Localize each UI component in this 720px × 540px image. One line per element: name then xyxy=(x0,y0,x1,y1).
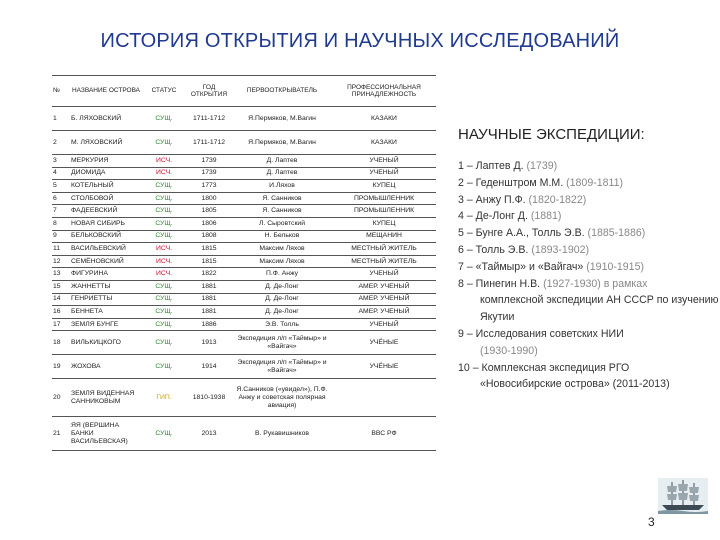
cell-profession: АМЕР. УЧЕНЫЙ xyxy=(332,293,436,306)
cell-status: ИСЧ. xyxy=(142,243,186,256)
expeditions-title: НАУЧНЫЕ ЭКСПЕДИЦИИ: xyxy=(458,126,645,143)
cell-island-name: БЕННЕТА xyxy=(70,306,142,319)
expedition-text: 4 – Де-Лонг Д. xyxy=(458,210,531,223)
cell-status: ИСЧ. xyxy=(142,268,186,281)
cell-profession: УЧЁНЫЕ xyxy=(332,331,436,355)
cell-profession: УЧЁНЫЕ xyxy=(332,355,436,379)
cell-status: СУЩ. xyxy=(142,230,186,243)
cell-status: ИСЧ. xyxy=(142,255,186,268)
cell-num: 15 xyxy=(52,280,70,293)
cell-num: 3 xyxy=(52,155,70,168)
cell-island-name: МЕРКУРИЯ xyxy=(70,155,142,168)
cell-status: СУЩ. xyxy=(142,180,186,193)
cell-profession: УЧЕНЫЙ xyxy=(332,268,436,281)
cell-island-name: БЕЛЬКОВСКИЙ xyxy=(70,230,142,243)
table-row xyxy=(52,318,436,331)
expedition-text: 3 – Анжу П.Ф. xyxy=(458,193,529,206)
table-row xyxy=(52,230,436,243)
expedition-years: (1910-1915) xyxy=(586,260,644,273)
cell-discoverer: Н. Бельков xyxy=(232,230,332,243)
cell-num: 21 xyxy=(52,417,70,451)
table-row xyxy=(52,167,436,180)
expedition-years: (1885-1886) xyxy=(587,227,646,240)
cell-discoverer: В. Рукавишников xyxy=(232,417,332,451)
cell-year: 1739 xyxy=(186,167,232,180)
cell-profession: КАЗАКИ xyxy=(332,107,436,131)
cell-island-name: ГЕНРИЕТТЫ xyxy=(70,293,142,306)
expedition-years: (1809-1811) xyxy=(566,176,624,189)
cell-year: 1881 xyxy=(186,293,232,306)
cell-status: СУЩ. xyxy=(142,205,186,218)
cell-profession: МЕСТНЫЙ ЖИТЕЛЬ xyxy=(332,243,436,256)
cell-status: СУЩ. xyxy=(142,131,186,155)
cell-year: 1739 xyxy=(186,155,232,168)
expedition-item xyxy=(458,158,720,175)
cell-discoverer: Д. Де-Лонг xyxy=(232,293,332,306)
islands-table-body xyxy=(52,107,436,451)
cell-island-name: ДИОМИДА xyxy=(70,167,142,180)
cell-island-name: ЗЕМЛЯ БУНГЕ xyxy=(70,318,142,331)
header-year: ГОД ОТКРЫТИЯ xyxy=(186,76,232,107)
expedition-text: 2 – Геденштром М.М. xyxy=(458,176,567,189)
expedition-item xyxy=(458,175,720,192)
cell-discoverer: Д. Лаптев xyxy=(232,167,332,180)
cell-discoverer: Я.Пермяков, М.Вагин xyxy=(232,131,332,155)
cell-discoverer: Экспедиция л/п «Таймыр» и «Вайгач» xyxy=(232,331,332,355)
expedition-text: 9 – Исследования советских НИИ xyxy=(458,327,624,340)
cell-island-name: ЗЕМЛЯ ВИДЕННАЯ САННИКОВЫМ xyxy=(70,379,142,417)
cell-num: 14 xyxy=(52,293,70,306)
cell-year: 1800 xyxy=(186,192,232,205)
cell-num: 1 xyxy=(52,107,70,131)
table-row xyxy=(52,255,436,268)
expedition-years: (1893-1902) xyxy=(531,243,590,256)
cell-status: СУЩ. xyxy=(142,417,186,451)
cell-status: СУЩ. xyxy=(142,192,186,205)
expedition-years: (1881) xyxy=(530,210,562,223)
cell-num: 13 xyxy=(52,268,70,281)
table-row xyxy=(52,180,436,193)
cell-status: ИСЧ. xyxy=(142,167,186,180)
table-row xyxy=(52,293,436,306)
expedition-text: 1 – Лаптев Д. xyxy=(458,160,527,172)
cell-year: 1711-1712 xyxy=(186,131,232,155)
cell-profession: УЧЕНЫЙ xyxy=(332,167,436,180)
expedition-years: (1927-1930) в рамках xyxy=(543,277,648,290)
cell-island-name: ЖОХОВА xyxy=(70,355,142,379)
cell-year: 1886 xyxy=(186,318,232,331)
expedition-item xyxy=(458,192,720,209)
table-row xyxy=(52,355,436,379)
table-row xyxy=(52,243,436,256)
cell-status: ГИП. xyxy=(142,379,186,417)
expedition-item xyxy=(458,360,720,394)
cell-profession: ПРОМЫШЛЕННИК xyxy=(332,192,436,205)
expedition-continuation: (1930-1990) xyxy=(480,344,538,357)
cell-discoverer: Д. Де-Лонг xyxy=(232,280,332,293)
cell-num: 18 xyxy=(52,331,70,355)
cell-discoverer: Максим Ляхов xyxy=(232,255,332,268)
cell-year: 1881 xyxy=(186,280,232,293)
cell-year: 1808 xyxy=(186,230,232,243)
expedition-item xyxy=(458,326,720,360)
cell-profession: АМЕР. УЧЕНЫЙ xyxy=(332,280,436,293)
cell-num: 5 xyxy=(52,180,70,193)
expedition-continuation: комплексной экспедиции АН СССР по изучению Якутии xyxy=(480,294,719,324)
cell-island-name: СЕМЁНОВСКИЙ xyxy=(70,255,142,268)
table-row xyxy=(52,268,436,281)
cell-num: 19 xyxy=(52,355,70,379)
cell-num: 16 xyxy=(52,306,70,319)
header-num: № xyxy=(52,76,70,107)
cell-discoverer: Д. Лаптев xyxy=(232,155,332,168)
cell-discoverer: Я. Санников xyxy=(232,205,332,218)
cell-island-name: ФАДЕЕВСКИЙ xyxy=(70,205,142,218)
expedition-text: 8 – Пинегин Н.В. xyxy=(458,277,544,290)
page-title: ИСТОРИЯ ОТКРЫТИЯ И НАУЧНЫХ ИССЛЕДОВАНИЙ xyxy=(100,30,620,52)
expedition-years: (1820-1822) xyxy=(528,193,587,206)
cell-status: СУЩ. xyxy=(142,355,186,379)
cell-profession: МЕСТНЫЙ ЖИТЕЛЬ xyxy=(332,255,436,268)
cell-status: СУЩ. xyxy=(142,293,186,306)
table-row xyxy=(52,155,436,168)
cell-discoverer: Я. Санников xyxy=(232,192,332,205)
expedition-text: 5 – Бунге А.А., Толль Э.В. xyxy=(458,227,588,240)
cell-num: 4 xyxy=(52,167,70,180)
cell-island-name: Б. ЛЯХОВСКИЙ xyxy=(70,107,142,131)
cell-status: СУЩ. xyxy=(142,107,186,131)
page-number: 3 xyxy=(648,515,655,529)
cell-num: 2 xyxy=(52,131,70,155)
cell-island-name: ВИЛЬКИЦКОГО xyxy=(70,331,142,355)
expedition-item xyxy=(458,259,720,276)
cell-island-name: НОВАЯ СИБИРЬ xyxy=(70,217,142,230)
cell-profession xyxy=(332,379,436,417)
cell-year: 2013 xyxy=(186,417,232,451)
cell-profession: ПРОМЫШЛЕННИК xyxy=(332,205,436,218)
cell-num: 9 xyxy=(52,230,70,243)
cell-year: 1773 xyxy=(186,180,232,193)
cell-profession: МЕЩАНИН xyxy=(332,230,436,243)
cell-year: 1805 xyxy=(186,205,232,218)
table-row xyxy=(52,107,436,131)
cell-profession: УЧЕНЫЙ xyxy=(332,155,436,168)
cell-status: СУЩ. xyxy=(142,331,186,355)
expedition-item xyxy=(458,225,720,242)
cell-profession: УЧЕНЫЙ xyxy=(332,318,436,331)
cell-profession: АМЕР. УЧЕНЫЙ xyxy=(332,306,436,319)
cell-island-name: КОТЕЛЬНЫЙ xyxy=(70,180,142,193)
expeditions-list xyxy=(458,158,720,393)
islands-table xyxy=(52,75,436,451)
header-name: НАЗВАНИЕ ОСТРОВА xyxy=(70,76,142,107)
cell-profession: КУПЕЦ xyxy=(332,217,436,230)
header-profession: ПРОФЕССИОНАЛЬНАЯ ПРИНАДЛЕЖНОСТЬ xyxy=(332,76,436,107)
cell-status: СУЩ. xyxy=(142,306,186,319)
header-discoverer: ПЕРВООТКРЫВАТЕЛЬ xyxy=(232,76,332,107)
cell-num: 8 xyxy=(52,217,70,230)
cell-year: 1711-1712 xyxy=(186,107,232,131)
cell-discoverer: Экспедиция л/п «Таймыр» и «Вайгач» xyxy=(232,355,332,379)
table-row xyxy=(52,205,436,218)
header-status: СТАТУС xyxy=(142,76,186,107)
cell-discoverer: Э.В. Толль xyxy=(232,318,332,331)
cell-island-name: ЯЯ (ВЕРШИНА БАНКИ ВАСИЛЬЕВСКАЯ) xyxy=(70,417,142,451)
cell-status: СУЩ. xyxy=(142,318,186,331)
cell-discoverer: Я.Пермяков, М.Вагин xyxy=(232,107,332,131)
expedition-text: 7 – «Таймыр» и «Вайгач» xyxy=(458,260,587,273)
cell-profession: ВВС РФ xyxy=(332,417,436,451)
table-row xyxy=(52,417,436,451)
cell-year: 1815 xyxy=(186,243,232,256)
cell-discoverer: Я.Санников («увидел»), П.Ф. Анжу и советская полярная авиация) xyxy=(232,379,332,417)
cell-island-name: СТОЛБОВОЙ xyxy=(70,192,142,205)
cell-profession: КАЗАКИ xyxy=(332,131,436,155)
cell-island-name: ВАСИЛЬЕВСКИЙ xyxy=(70,243,142,256)
sailing-ship-icon xyxy=(658,478,708,514)
cell-num: 6 xyxy=(52,192,70,205)
expedition-continuation: «Новосибирские острова» (2011-2013) xyxy=(480,378,670,391)
cell-num: 7 xyxy=(52,205,70,218)
cell-island-name: М. ЛЯХОВСКИЙ xyxy=(70,131,142,155)
expedition-item xyxy=(458,208,720,225)
expedition-years: (1739) xyxy=(526,160,558,172)
table-row xyxy=(52,131,436,155)
cell-discoverer: И.Ляхов xyxy=(232,180,332,193)
table-row xyxy=(52,306,436,319)
cell-year: 1914 xyxy=(186,355,232,379)
cell-status: СУЩ. xyxy=(142,280,186,293)
table-header-row xyxy=(52,76,436,107)
cell-status: ИСЧ. xyxy=(142,155,186,168)
expedition-item xyxy=(458,276,720,326)
cell-profession: КУПЕЦ xyxy=(332,180,436,193)
table-row xyxy=(52,280,436,293)
cell-year: 1806 xyxy=(186,217,232,230)
cell-year: 1815 xyxy=(186,255,232,268)
cell-discoverer: Л. Сыровтский xyxy=(232,217,332,230)
cell-island-name: ФИГУРИНА xyxy=(70,268,142,281)
cell-island-name: ЖАННЕТТЫ xyxy=(70,280,142,293)
cell-discoverer: Д. Де-Лонг xyxy=(232,306,332,319)
expedition-text: 6 – Толль Э.В. xyxy=(458,243,532,256)
cell-num: 17 xyxy=(52,318,70,331)
cell-year: 1810-1938 xyxy=(186,379,232,417)
cell-num: 12 xyxy=(52,255,70,268)
cell-year: 1822 xyxy=(186,268,232,281)
cell-year: 1881 xyxy=(186,306,232,319)
cell-discoverer: П.Ф. Анжу xyxy=(232,268,332,281)
table-row xyxy=(52,217,436,230)
table-row xyxy=(52,379,436,417)
cell-num: 11 xyxy=(52,243,70,256)
table-row xyxy=(52,331,436,355)
cell-status: СУЩ. xyxy=(142,217,186,230)
expedition-text: 10 – Комплексная экспедиция РГО xyxy=(458,361,630,374)
expedition-item xyxy=(458,242,720,259)
cell-discoverer: Максим Ляхов xyxy=(232,243,332,256)
table-row xyxy=(52,192,436,205)
cell-num: 20 xyxy=(52,379,70,417)
cell-year: 1913 xyxy=(186,331,232,355)
